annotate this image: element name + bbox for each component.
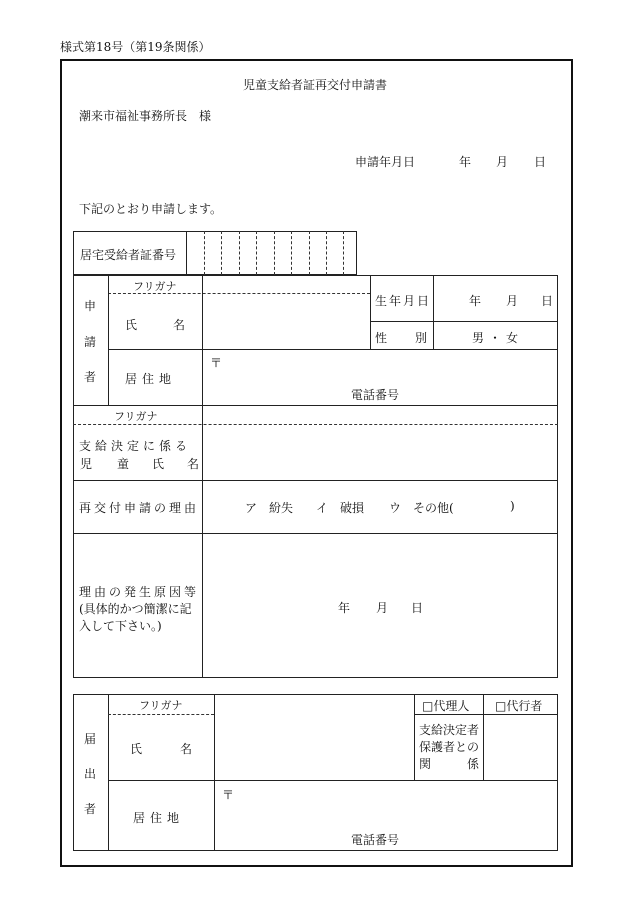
submitter-postal-mark: 〒	[222, 788, 235, 802]
submitter-label-char3: 者	[84, 802, 97, 816]
certificate-number-label: 居宅受給者証番号	[80, 248, 177, 262]
birth-date-day: 日	[541, 294, 554, 308]
reason-option-lost: ア 紛失	[245, 501, 294, 515]
applicant-phone-label: 電話番号	[351, 388, 400, 402]
cause-date-year: 年	[338, 601, 351, 615]
addressee: 潮来市福祉事務所長 様	[79, 109, 212, 123]
applicant-postal-mark: 〒	[210, 356, 223, 370]
birth-date-month: 月	[506, 294, 519, 308]
application-date-day: 日	[534, 155, 547, 169]
birth-date-label: 生年月日	[375, 294, 432, 308]
child-label-char2: 童	[117, 457, 130, 471]
birth-date-year: 年	[469, 294, 482, 308]
submitter-phone-label: 電話番号	[351, 833, 400, 847]
submitter-label-char2: 出	[84, 767, 97, 781]
applicant-address-label: 居住地	[125, 372, 177, 386]
application-date-label: 申請年月日	[355, 155, 416, 169]
submitter-label-char1: 届	[84, 732, 97, 746]
applicant-label-char1: 申	[84, 299, 97, 313]
gender-label-char1: 性	[375, 331, 388, 345]
cause-date-month: 月	[376, 601, 389, 615]
child-label-char4: 名	[187, 457, 200, 471]
applicant-label-char3: 者	[84, 370, 97, 384]
reason-label: 再交付申請の理由	[79, 501, 200, 515]
form-title: 児童支給者証再交付申請書	[242, 78, 387, 92]
child-label-char3: 氏	[152, 457, 165, 471]
reason-option-other-close: )	[510, 499, 515, 513]
submitter-table	[73, 694, 558, 851]
gender-label-char2: 別	[415, 331, 428, 345]
application-date-year: 年	[459, 155, 472, 169]
applicant-label-char2: 請	[84, 335, 97, 349]
applicant-name-char1: 氏	[125, 318, 138, 332]
intro-text: 下記のとおり申請します。	[79, 202, 223, 216]
relation-label: 支給決定者 保護者との 関 係	[419, 723, 480, 771]
proxy-checkbox[interactable]: □代行者	[495, 699, 543, 713]
child-label-char1: 児	[80, 457, 93, 471]
applicant-name-char2: 名	[173, 318, 186, 332]
submitter-name-char1: 氏	[130, 742, 143, 756]
application-date-month: 月	[496, 155, 509, 169]
form-number: 様式第18号（第19条関係）	[60, 40, 211, 54]
reason-option-other: ウ その他(	[389, 501, 454, 515]
submitter-name-char2: 名	[180, 742, 193, 756]
child-label-line1: 支給決定に係る	[79, 439, 192, 453]
cause-date-day: 日	[411, 601, 424, 615]
submitter-address-label: 居住地	[133, 811, 185, 825]
child-furigana-label: フリガナ	[114, 410, 158, 423]
gender-options: 男・女	[472, 331, 524, 345]
reason-option-damaged: イ 破損	[316, 501, 365, 515]
cause-label: 理由の発生原因等 (具体的かつ簡潔に記 入して下さい。)	[79, 585, 200, 633]
applicant-furigana-label: フリガナ	[133, 280, 177, 293]
submitter-furigana-label: フリガナ	[139, 699, 183, 712]
agent-checkbox[interactable]: □代理人	[422, 699, 470, 713]
